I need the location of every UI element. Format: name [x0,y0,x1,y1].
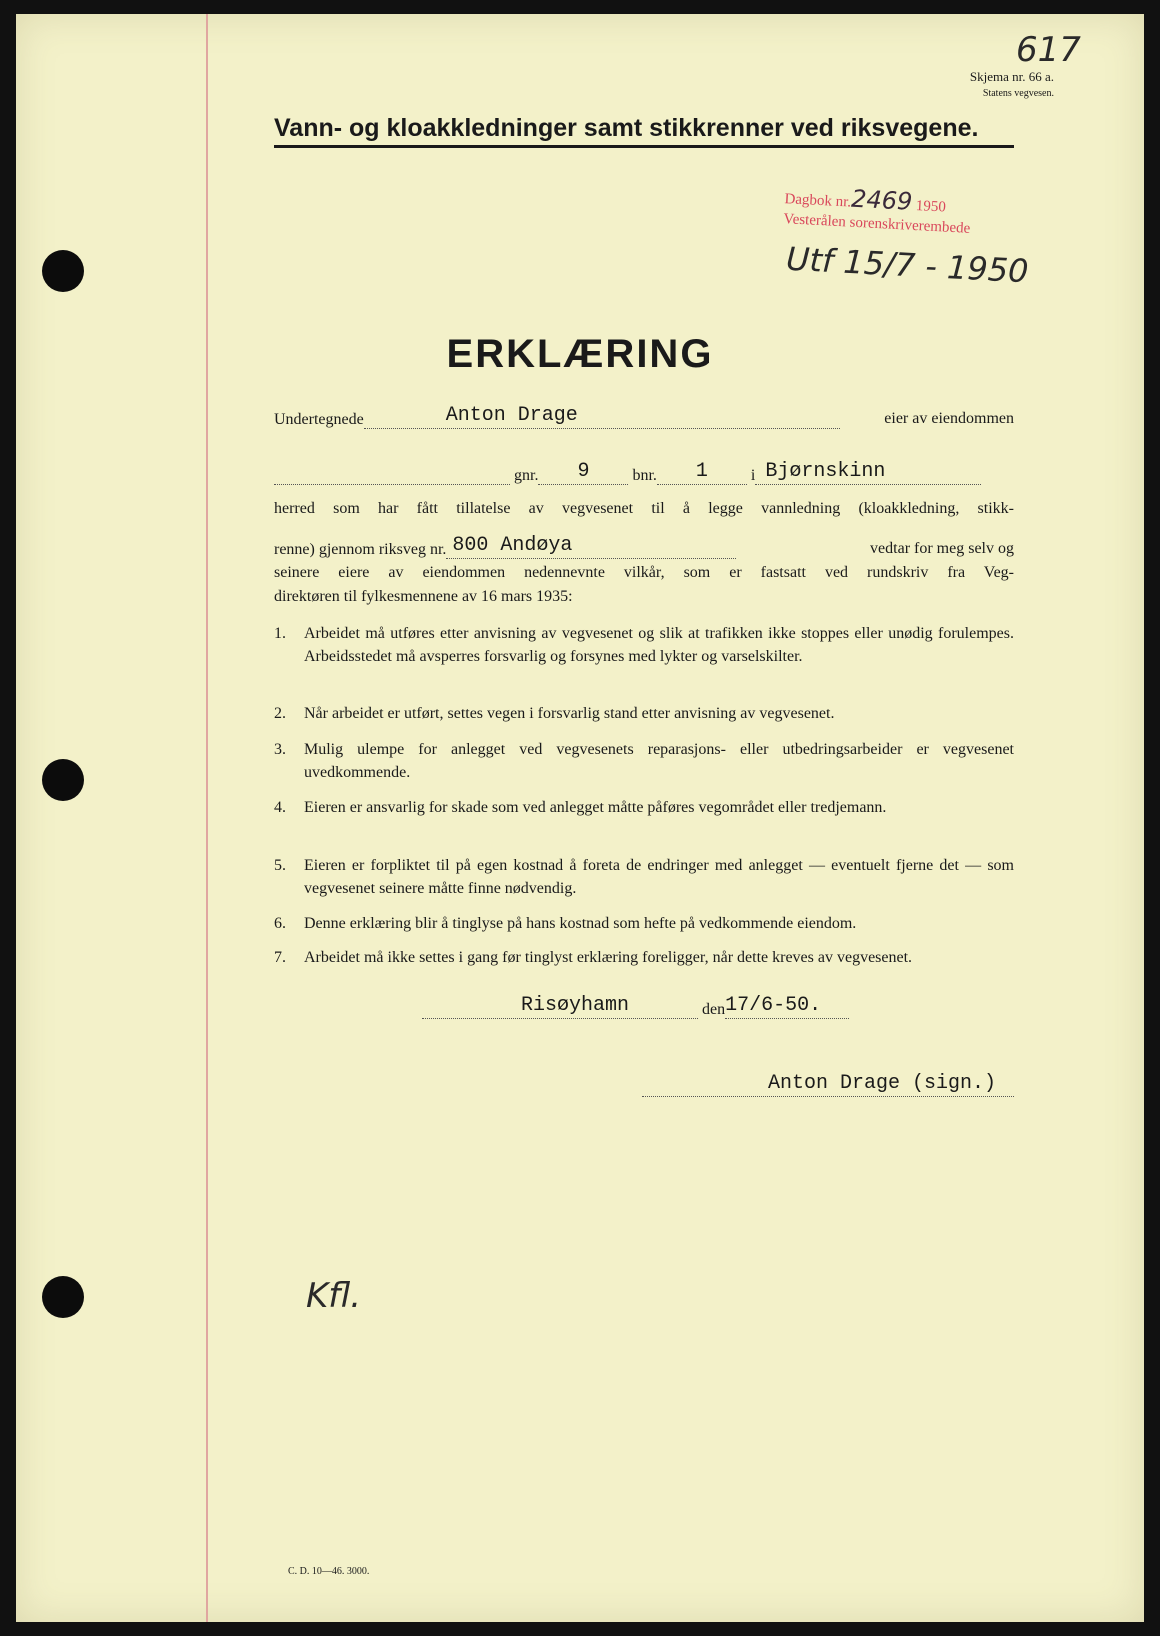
stamp-dagbok-number: 2469 [850,184,914,216]
print-footer: C. D. 10—46. 3000. [288,1566,370,1577]
undertegnede-label: Undertegnede [274,411,364,428]
signature-line [642,1072,1014,1097]
undertegnede-value: Anton Drage [445,404,578,427]
date-value: 17/6-50. [725,994,822,1017]
i-label: i [750,467,756,484]
stamp-year: 1950 [915,198,947,216]
document-page [16,14,1144,1622]
riksveg-line [274,534,1014,559]
property-line [274,460,1014,485]
heading: ERKLÆRING [446,332,714,376]
declaration-body [274,404,1014,1310]
condition-item: 3. Mulig ulempe for anlegget ved vegvesenets reparasjons- eller utbedringsarbeider er vegvesenet uvedkommende. [274,741,1014,781]
initials: Kfl. [306,1276,362,1316]
vedtar-label: vedtar for meg selv og [870,540,1014,557]
undertegnede-line [274,404,1014,429]
gnr-label: gnr. [514,467,539,484]
punch-hole [42,759,84,801]
herred-line: herred som har fått tillatelse av vegvesenet til å legge vannledning (kloakkledning, stikk- [274,500,1014,517]
page-number: 617 [1016,30,1081,70]
signature-value: Anton Drage (sign.) [767,1072,996,1095]
eier-label: eier av eiendommen [884,410,1014,427]
condition-item: 2. Når arbeidet er utført, settes vegen i forsvarlig stand etter anvisning av vegvesenet. [274,705,835,722]
form-reference [970,68,1054,102]
condition-item: 1. Arbeidet må utføres etter anvisning av vegvesenet og slik at trafikken ikke stoppes eller unødig forulempes. Arbeidsstedet må avsperres forsvarlig og forsynes med lykter og varselskilter. [274,625,1014,665]
condition-item: 4. Eieren er ansvarlig for skade som ved anlegget måtte påføres vegområdet eller tredjemann. [274,799,887,816]
bnr-value: 1 [695,460,708,483]
punch-hole [42,250,84,292]
stamp-signed: Utf 15/7 - 1950 [785,239,1030,291]
margin-line [206,14,208,1622]
gnr-value: 9 [577,460,590,483]
riksveg-value: 800 Andøya [452,534,573,557]
direktoren-line: direktøren til fylkesmennene av 16 mars 1935: [274,588,573,605]
renne-label: renne) gjennom riksveg nr. [274,541,447,558]
place-date-line [422,994,882,1019]
registry-stamp [783,185,972,239]
condition-item: 5. Eieren er forpliktet til på egen kostnad å foreta de endringer med anlegget — eventuelt fjerne det — som vegvesenet seinere måtte finne nødvendig. [274,857,1014,897]
bnr-label: bnr. [632,467,657,484]
document-title: Vann- og kloakkledninger samt stikkrenner ved riksvegene. [274,114,1014,148]
punch-hole [42,1276,84,1318]
seinere-line: seinere eiere av eiendommen nedennevnte vilkår, som er fastsatt ved rundskriv fra Veg- [274,564,1014,581]
den-label: den [702,1001,726,1018]
undertegnede-field [364,404,840,429]
stamp-dagbok-label: Dagbok nr. [784,191,852,211]
condition-item: 6. Denne erklæring blir å tinglyse på hans kostnad som hefte på vedkommende eiendom. [274,915,857,932]
form-ref-agency: Statens vegvesen. [982,88,1054,99]
place-value: Risøyhamn [520,994,630,1017]
form-ref-number: Skjema nr. 66 a. [969,69,1054,84]
condition-item: 7. Arbeidet må ikke settes i gang før tinglyst erklæring foreligger, når dette kreves av vegvesenet. [274,949,913,966]
i-value: Bjørnskinn [765,460,886,483]
stamp-office: Vesterålen sorenskriverembede [783,211,971,237]
